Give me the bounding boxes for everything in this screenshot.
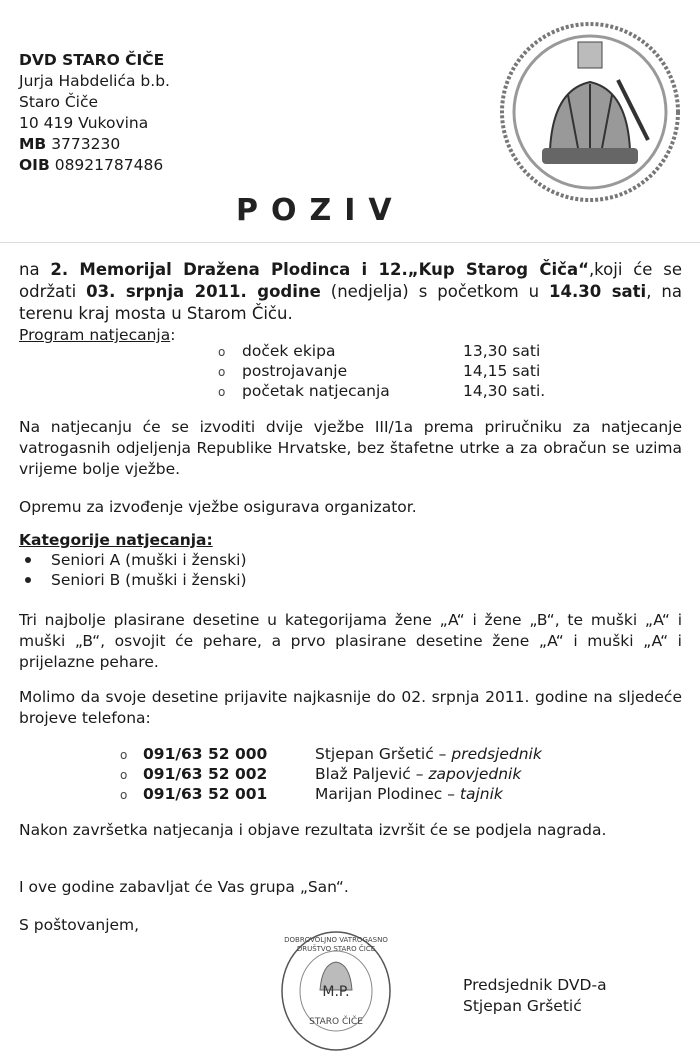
categories-heading: Kategorije natjecanja:: [19, 531, 213, 549]
sender-street: Jurja Habdelića b.b.: [19, 72, 170, 90]
equipment-paragraph: Opremu za izvođenje vježbe osigurava organizator.: [19, 498, 417, 516]
divider: [0, 242, 700, 243]
intro-paragraph: na 2. Memorijal Dražena Plodinca i 12.„Kup Starog Čiča“,koji će se održati 03. srpnja 2011. godine (nedjelja) s početkom u 14.30 sati, na terenu kraj mosta u Starom Čiču.: [19, 260, 682, 323]
program-item: o doček ekipa 13,30 sati: [218, 342, 541, 360]
signature-block: [463, 975, 607, 1017]
closing: S poštovanjem,: [19, 916, 140, 934]
program-item: o početak natjecanja 14,30 sati.: [218, 382, 546, 400]
sender-oib: OIB 08921787486: [19, 156, 164, 174]
program-heading: Program natjecanja:: [19, 326, 176, 344]
music-paragraph: I ove godine zabavljat će Vas grupa „San“.: [19, 878, 349, 896]
categories: [19, 530, 247, 590]
sender-name: DVD STARO ČIČE: [19, 51, 165, 69]
category-item: Seniori A (muški i ženski): [19, 550, 247, 570]
sender-block: [19, 50, 170, 176]
contact-item: o 091/63 52 000 Stjepan Gršetić – predsjednik: [120, 745, 542, 763]
signature-title: Predsjednik DVD-a: [463, 976, 607, 994]
official-stamp: DOBROVOLJNO VATROGASNO DRUŠTVO STARO ČIČE M.P. STARO ČIČE: [280, 930, 392, 1052]
page-title: POZIV: [236, 193, 405, 228]
contacts-list: [120, 744, 542, 804]
sender-place: Staro Čiče: [19, 93, 99, 111]
fire-brigade-logo-icon: [498, 20, 682, 204]
exercises-paragraph: Na natjecanju će se izvoditi dvije vježbe III/1a prema priručniku za natjecanje vatrogasnih odjeljenja Republike Hrvatske, bez štafetne utrke a za obračun se uzima vrijeme bolje vježbe.: [19, 418, 682, 478]
registration-paragraph: Molimo da svoje desetine prijavite najkasnije do 02. srpnja 2011. godine na sljedeće brojeve telefona:: [19, 688, 682, 727]
awards-paragraph: Nakon završetka natjecanja i objave rezultata izvršit će se podjela nagrada.: [19, 821, 607, 839]
sender-postal: 10 419 Vukovina: [19, 114, 149, 132]
category-item: Seniori B (muški i ženski): [19, 570, 247, 590]
signature-name: Stjepan Gršetić: [463, 997, 582, 1015]
contact-item: o 091/63 52 001 Marijan Plodinec – tajnik: [120, 785, 503, 803]
sender-mb: MB 3773230: [19, 135, 121, 153]
contact-item: o 091/63 52 002 Blaž Paljević – zapovjednik: [120, 765, 522, 783]
program-item: o postrojavanje 14,15 sati: [218, 362, 541, 380]
cups-paragraph: Tri najbolje plasirane desetine u kategorijama žene „A“ i žene „B“, te muški „A“ i muški „B“, osvojit će pehare, a prvo plasirane desetine žene „A“ i muški „A“ i prijelazne pehare.: [19, 611, 682, 671]
program-list: [218, 341, 545, 401]
